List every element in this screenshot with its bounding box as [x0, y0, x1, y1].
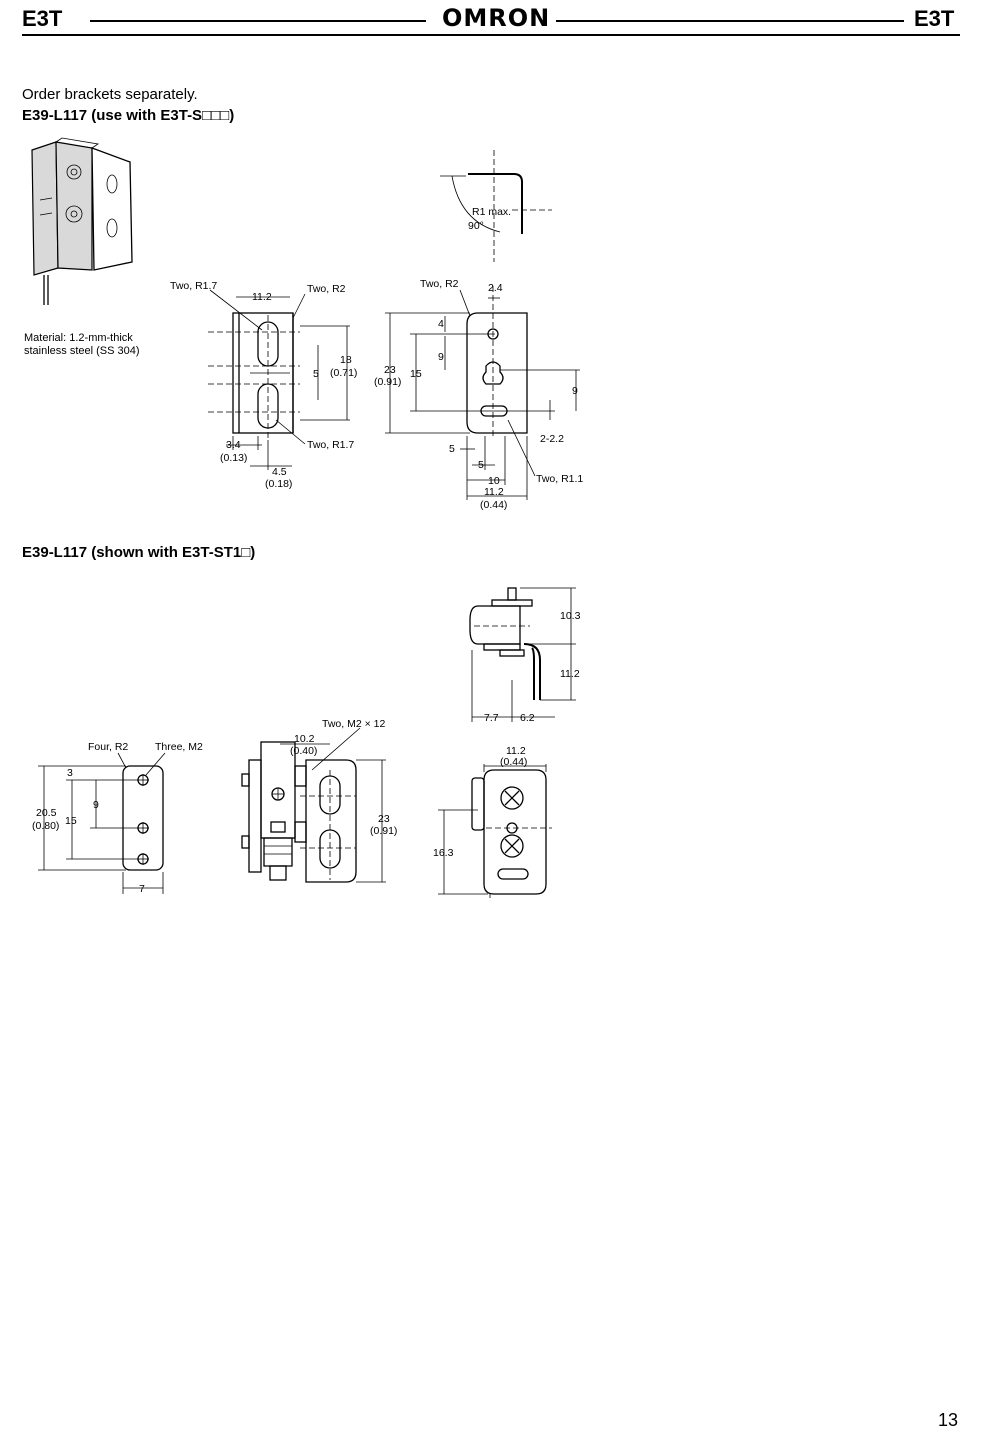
dim-10: 10	[488, 475, 500, 487]
dim-10-2: 10.2	[294, 733, 315, 745]
dim-0-91-assembly: (0.91)	[370, 825, 398, 837]
dim-18: 18	[340, 354, 352, 366]
two-r1-7-top: Two, R1.7	[170, 280, 218, 292]
dim-11-2-side: 11.2	[560, 668, 580, 680]
omron-logo: OMRON	[442, 4, 551, 32]
dim-2-2-2: 2-2.2	[540, 433, 564, 445]
dim-0-91-left: (0.91)	[374, 376, 402, 388]
header-model-left: E3T	[22, 6, 63, 31]
dim-20-5: 20.5	[36, 807, 57, 819]
section2-title: E39-L117 (shown with E3T-ST1□)	[22, 544, 256, 561]
dim-4: 4	[438, 318, 444, 330]
three-m2: Three, M2	[155, 741, 203, 753]
angle-90-label: 90°	[468, 220, 484, 232]
dim-3: 3	[67, 767, 73, 779]
dim-15: 15	[65, 815, 77, 827]
assembly-rear-view	[433, 745, 552, 898]
dim-10-3: 10.3	[560, 610, 581, 622]
intro-text: Order brackets separately.	[22, 86, 198, 103]
dim-4-5: 4.5	[272, 466, 287, 478]
two-r2-right: Two, R2	[420, 278, 459, 290]
r1-max-label: R1 max.	[472, 206, 512, 218]
four-r2: Four, R2	[88, 741, 129, 753]
two-r2-left: Two, R2	[307, 283, 346, 295]
dim-0-44-rear: (0.44)	[500, 756, 528, 768]
dim-11-2-rear: 11.2	[506, 745, 526, 757]
dim-23-assembly: 23	[378, 813, 390, 825]
dim-23-left: 23	[384, 364, 396, 376]
dim-0-40: (0.40)	[290, 745, 318, 757]
header-model-right: E3T	[914, 6, 955, 31]
dim-0-80: (0.80)	[32, 820, 60, 832]
assembly-side-view	[470, 588, 581, 724]
section1-title: E39-L117 (use with E3T-S□□□)	[22, 107, 235, 124]
dim-0-44-b: (0.44)	[480, 499, 508, 511]
dim-15-left: 15	[410, 368, 422, 380]
dim-9-b: 9	[572, 385, 578, 397]
bracket-photo-illustration	[32, 138, 132, 305]
dim-0-18: (0.18)	[265, 478, 293, 490]
bracket-front-view-left	[170, 280, 357, 490]
plate-front-view	[32, 741, 203, 895]
page-number: 13	[938, 1410, 959, 1430]
dim-16-3: 16.3	[433, 847, 454, 859]
two-m2x12: Two, M2 × 12	[322, 718, 386, 730]
dim-5-b: 5	[449, 443, 455, 455]
dim-3-4: 3.4	[226, 439, 241, 451]
dim-7-7: 7.7	[484, 712, 499, 724]
dim-0-13: (0.13)	[220, 452, 248, 464]
two-r1-1: Two, R1.1	[536, 473, 584, 485]
dim-2-4: 2.4	[488, 282, 503, 294]
bracket-front-view-right	[374, 278, 583, 511]
dim-5-left: 5	[313, 368, 319, 380]
dim-6-2: 6.2	[520, 712, 535, 724]
dim-11-2-top: 11.2	[252, 291, 272, 303]
dim-11-2-b: 11.2	[484, 486, 504, 498]
dim-9-a: 9	[438, 351, 444, 363]
dim-5-c: 5	[478, 459, 484, 471]
assembly-front-view	[242, 718, 397, 882]
material-line-1: Material: 1.2-mm-thick	[24, 332, 133, 344]
bend-detail	[440, 150, 552, 262]
dim-7: 7	[139, 883, 145, 895]
dim-9: 9	[93, 799, 99, 811]
material-line-2: stainless steel (SS 304)	[24, 345, 140, 357]
dim-0-71: (0.71)	[330, 367, 358, 379]
two-r1-7-bottom: Two, R1.7	[307, 439, 355, 451]
